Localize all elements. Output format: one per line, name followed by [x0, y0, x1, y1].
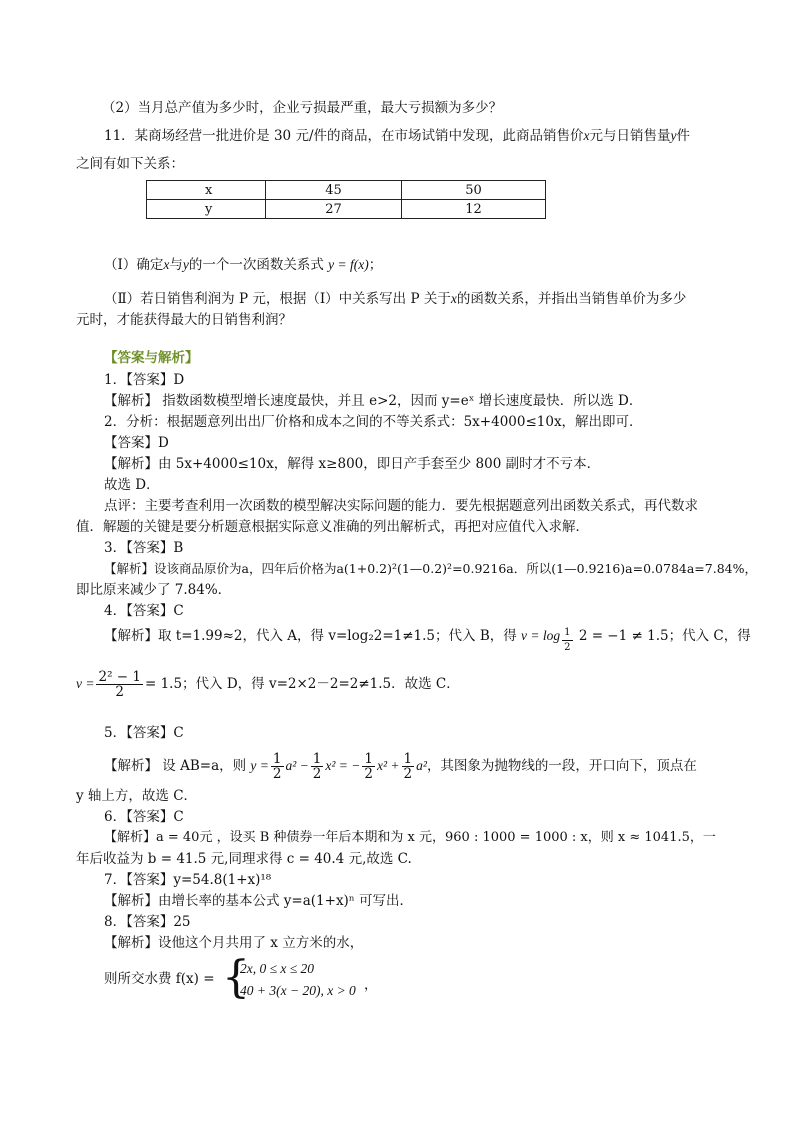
a5-exp-b: ，其图象为抛物线的一段，开口向下，顶点在 — [426, 758, 697, 774]
a2-comment-2: 值．解题的关键是要分析题意根据实际意义准确的列出解析式，再把对应值代入求解． — [76, 519, 589, 535]
frac-den: 2 — [403, 766, 413, 782]
a8: 8．【答案】25 — [104, 914, 191, 930]
q11-line2: 之间有如下关系： — [76, 156, 184, 172]
part2-line2: 元时，才能获得最大的日销售利润？ — [76, 312, 292, 328]
q2: （2）当月总产值为多少时，企业亏损最严重，最大亏损额为多少？ — [102, 100, 503, 116]
part1-c: 的一个一次函数关系式 — [188, 257, 324, 273]
a4-exp-1c: 2 = −1 ≠ 1.5；代入 C，得 — [578, 628, 751, 644]
a6-exp-1: 【解析】a = 40元 ，设买 B 种债券一年后本期和为 x 元，960 : 1000 = 1000 : x，则 x ≈ 1041.5，一 — [104, 830, 716, 845]
a5-t2: x² = − — [325, 758, 361, 773]
a5: 5．【答案】C — [104, 725, 184, 741]
a6: 6．【答案】C — [104, 809, 184, 825]
a4-v: v = — [76, 676, 95, 691]
a5-exp-2: y 轴上方，故选 C． — [76, 788, 198, 804]
q11-text-c: 件 — [676, 128, 690, 144]
a4-exp-1a: 【解析】取 t=1.99≈2，代入 A，得 v=log₂2=1≠1.5；代入 B，得 — [104, 628, 517, 644]
a7: 7．【答案】y=54.8(1+x)¹⁸ — [104, 872, 272, 888]
a5-exp-a: 【解析】 设 AB=a，则 — [104, 758, 247, 774]
a6-exp-2: 年后收益为 b = 41.5 元,同理求得 c = 40.4 元,故选 C. — [76, 851, 412, 867]
frac-num: 2² − 1 — [98, 669, 141, 685]
frac-den: 2 — [272, 766, 282, 782]
part1-x: x — [163, 257, 170, 272]
part1-a: （Ⅰ）确定 — [104, 257, 164, 273]
a5-exp-1 — [104, 752, 697, 781]
a4-fraction — [96, 670, 142, 699]
data-table — [146, 180, 546, 219]
part1 — [104, 256, 382, 274]
table-row — [147, 181, 546, 200]
table-row — [147, 200, 546, 219]
part1-y: y — [182, 257, 189, 272]
a8-case-2: 40 + 3(x − 20), x > 0 — [240, 983, 356, 998]
a4-log: v = log — [521, 628, 561, 643]
frac-num: 1 — [403, 751, 413, 767]
frac-num: 1 — [272, 751, 282, 767]
q11-var-x: x — [583, 128, 590, 143]
a5-t1: a² − — [285, 758, 309, 773]
a4-rest: = 1.5；代入 D，得 v=2×2－2=2≠1.5．故选 C． — [144, 676, 460, 692]
a8-case-1: 2x, 0 ≤ x ≤ 20 — [240, 961, 315, 976]
frac-num: 1 — [364, 751, 373, 767]
part1-f: y = f(x) — [328, 257, 369, 272]
frac — [311, 752, 324, 781]
frac-den: 2 — [312, 766, 322, 782]
a3-exp-2: 即比原来减少了 7.84%． — [76, 582, 232, 598]
a8-fee: 则所交水费 f(x) = — [104, 971, 215, 987]
a2-comment-1: 点评：主要考查利用一次函数的模型解决实际问题的能力．要先根据题意列出函数关系式，再代数求 — [104, 498, 698, 514]
a4: 4．【答案】C — [104, 603, 184, 619]
a4-exp-1 — [104, 626, 751, 655]
frac — [402, 752, 415, 781]
answers-heading: 【答案与解析】 — [104, 350, 199, 366]
frac-num: 1 — [312, 751, 322, 767]
frac-num: 1 — [562, 626, 572, 641]
table-cell: 27 — [266, 200, 402, 219]
part2-line1 — [104, 290, 686, 308]
a3: 3．【答案】B — [104, 540, 184, 556]
part2-a: （Ⅱ）若日销售利润为 P 元，根据（Ⅰ）中关系写出 P 关于 — [104, 291, 451, 307]
a5-y: y = — [250, 758, 269, 773]
table-cell: 12 — [402, 200, 546, 219]
frac-den: 2 — [564, 642, 571, 653]
table-cell: 45 — [266, 181, 402, 200]
a8-end: ， — [364, 977, 378, 993]
q11-text-a: 11．某商场经营一批进价是 30 元/件的商品，在市场试销中发现，此商品销售价 — [104, 128, 584, 144]
part1-d: ； — [368, 257, 383, 273]
a5-t3: x² + — [377, 758, 400, 773]
a2-exp: 【解析】由 5x+4000≤10x，解得 x≥800，即日产手套至少 800 副时才不亏本． — [104, 456, 601, 472]
a2-sel: 故选 D． — [104, 477, 160, 493]
a8-exp: 【解析】设他这个月共用了 x 立方米的水， — [104, 935, 364, 951]
frac-den: 2 — [115, 684, 125, 700]
a2-ans: 【答案】D — [104, 435, 169, 451]
q11-var-y: y — [670, 128, 677, 143]
part1-b: 与 — [169, 257, 183, 273]
frac-den: 2 — [364, 766, 373, 782]
a1: 1．【答案】D — [104, 372, 185, 388]
q11-text-b: 元与日销售量 — [589, 128, 671, 144]
table-cell: x — [147, 181, 266, 200]
part2-x: x — [450, 291, 457, 306]
part2-b: 的函数关系，并指出当销售单价为多少 — [456, 291, 687, 307]
a1-exp: 【解析】 指数函数模型增长速度最快，并且 e>2，因而 y=eˣ 增长速度最快．所以选 D． — [104, 393, 643, 409]
frac — [271, 752, 284, 781]
a4-exp-2 — [76, 670, 460, 699]
a2: 2．分析：根据题意列出出厂价格和成本之间的不等关系式：5x+4000≤10x，解出即可． — [104, 414, 643, 430]
frac — [362, 752, 375, 781]
a7-exp: 【解析】由增长率的基本公式 y=a(1+x)ⁿ 可写出． — [104, 893, 413, 909]
a5-t4: a² — [416, 758, 427, 773]
a3-exp-1: 【解析】设该商品原价为a，四年后价格为a(1+0.2)²(1—0.2)²=0.9216a．所以(1—0.9216)a=0.0784a=7.84%， — [104, 561, 757, 576]
log-base-fraction — [562, 626, 572, 655]
table-cell: 50 — [402, 181, 546, 200]
table-cell: y — [147, 200, 266, 219]
left-brace-icon: { — [222, 952, 250, 1003]
q11-line1 — [104, 127, 690, 145]
